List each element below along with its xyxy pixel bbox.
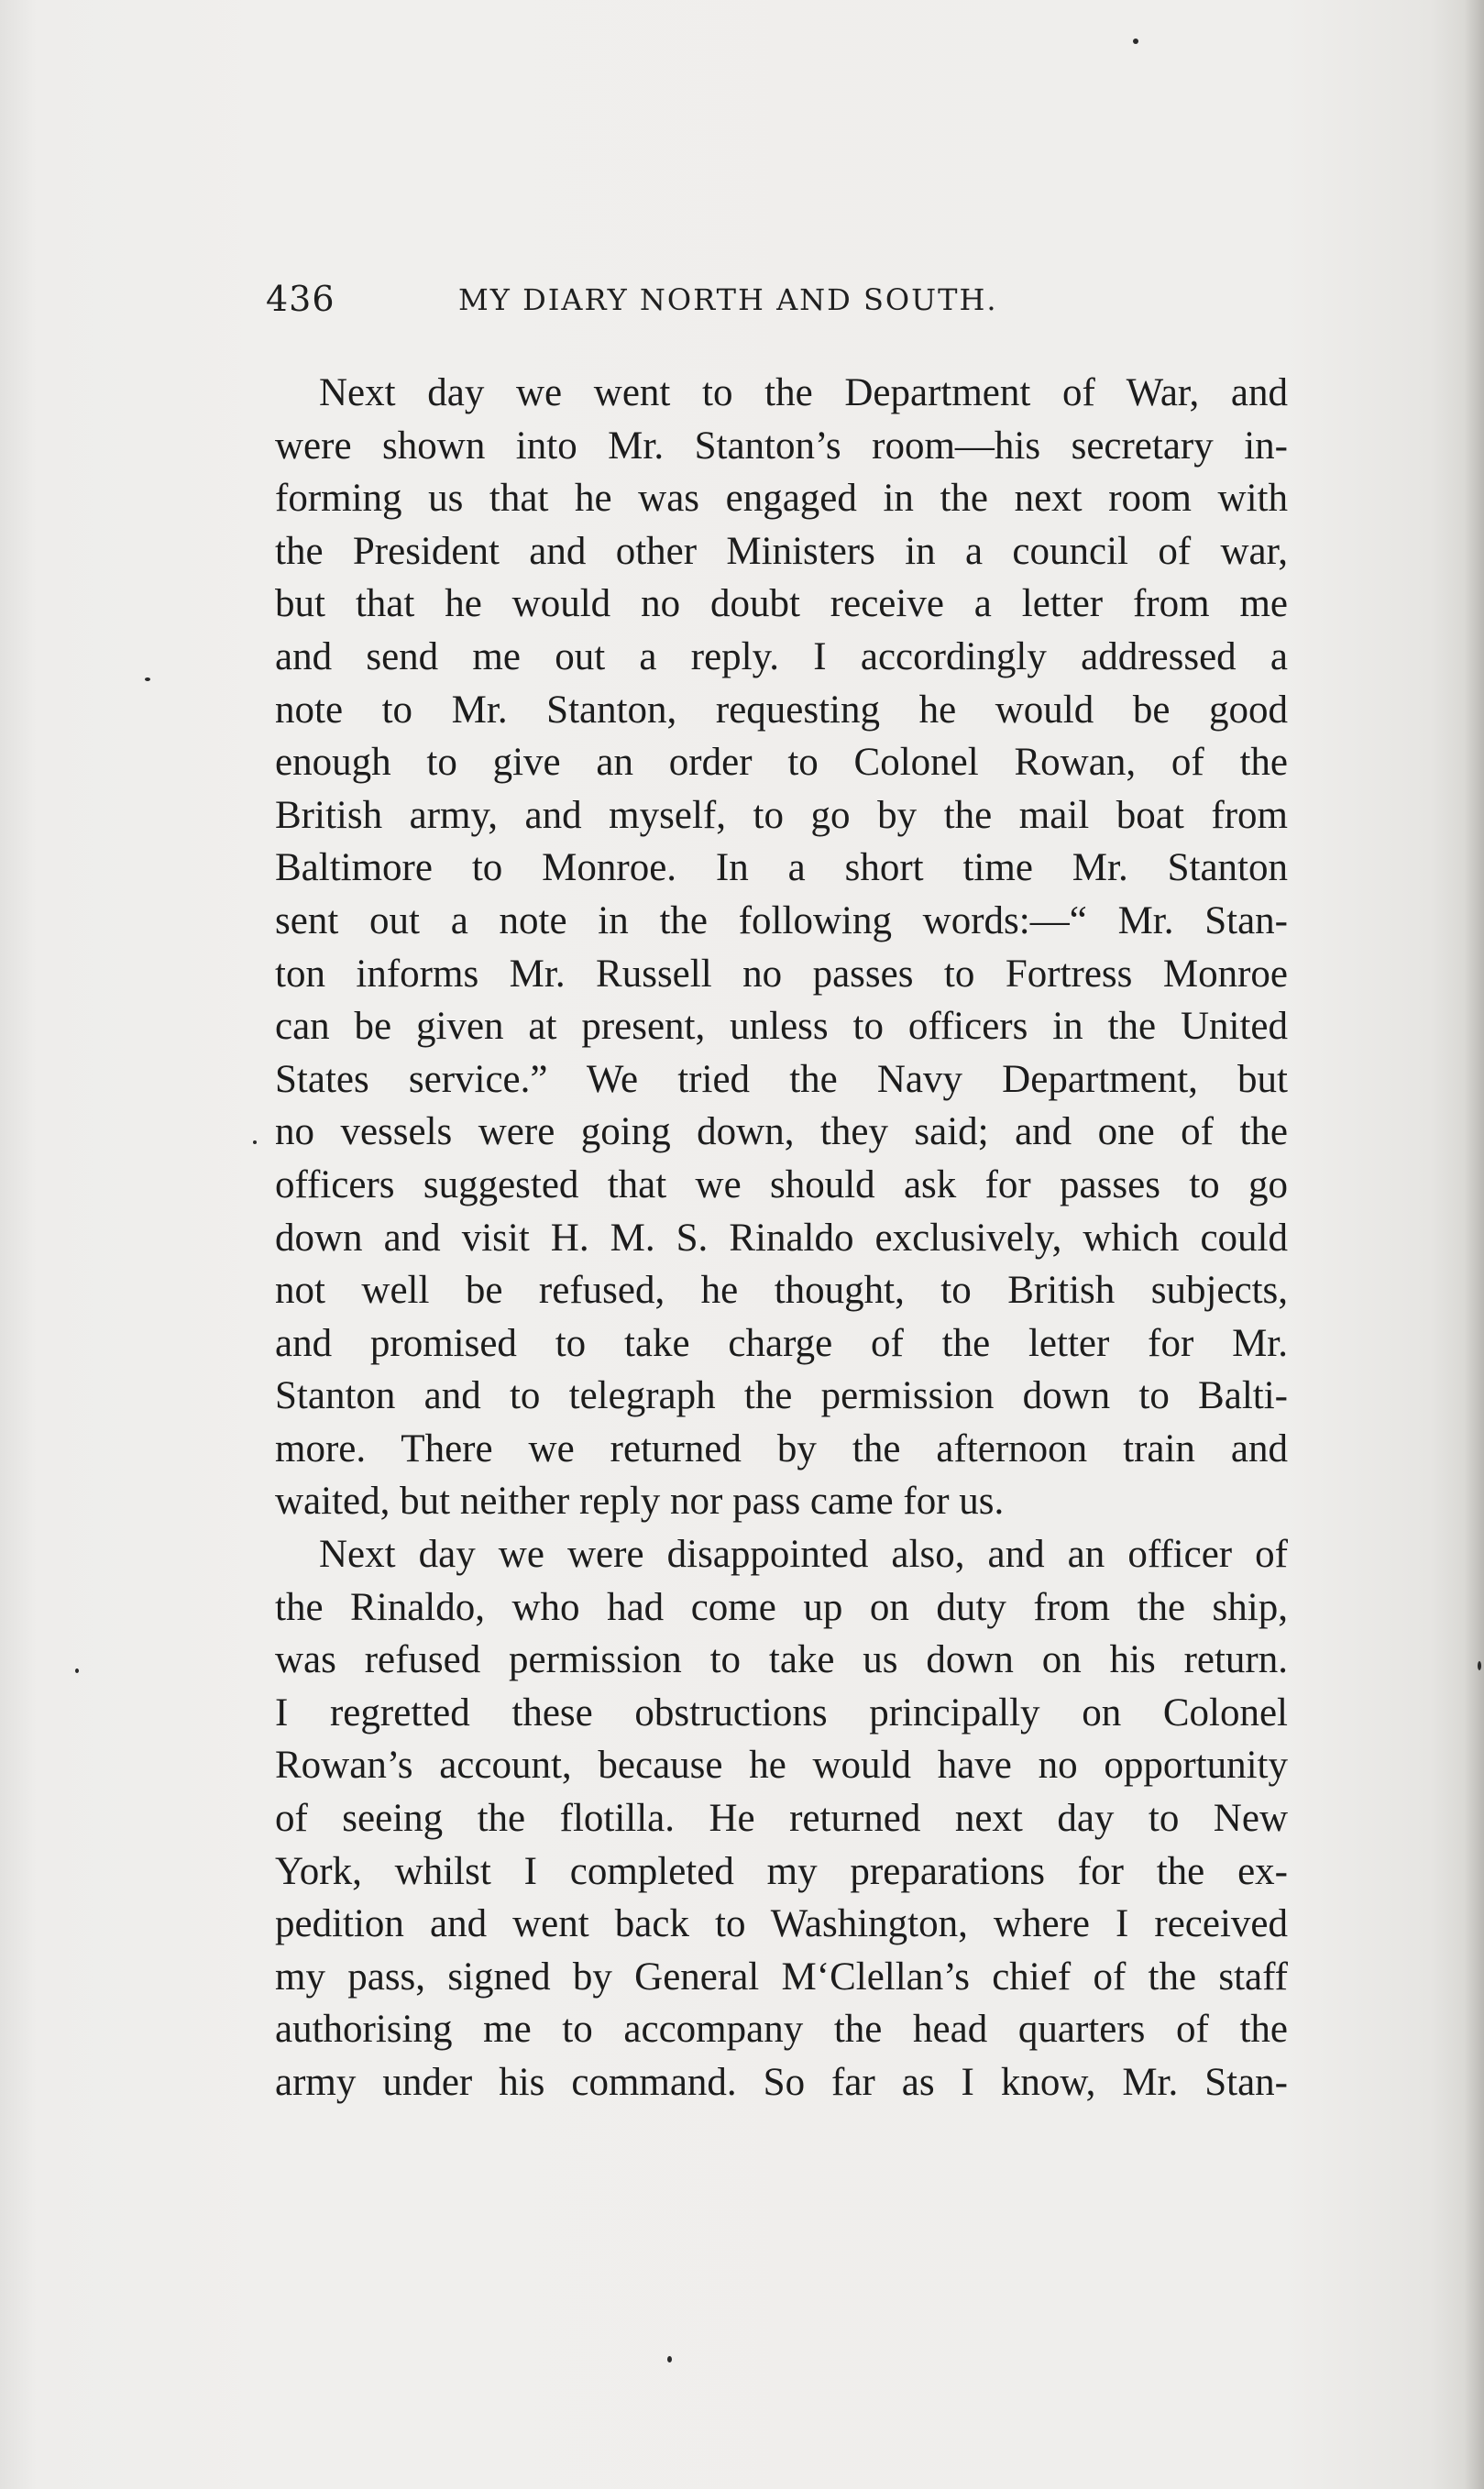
- text-line: of seeing the flotilla. He returned next day to New: [275, 1797, 1288, 1841]
- paper-speck: [145, 677, 150, 681]
- text-line: down and visit H. M. S. Rinaldo exclusively, which could: [275, 1216, 1288, 1260]
- text-line: pedition and went back to Washington, where I received: [275, 1902, 1288, 1946]
- text-line: sent out a note in the following words:—“ Mr. Stan-: [275, 898, 1288, 942]
- text-line: I regretted these obstructions principally on Colonel: [275, 1691, 1288, 1735]
- text-line: Baltimore to Monroe. In a short time Mr. Stanton: [275, 846, 1288, 890]
- text-line: waited, but neither reply nor pass came for us.: [275, 1480, 1005, 1524]
- text-line: was refused permission to take us down on his return.: [275, 1638, 1288, 1682]
- text-line: and send me out a reply. I accordingly addressed a: [275, 634, 1288, 678]
- text-line: States service.” We tried the Navy Department, but: [275, 1057, 1288, 1101]
- body-text: [275, 367, 1288, 2109]
- text-line: the Rinaldo, who had come up on duty from the ship,: [275, 1585, 1288, 1629]
- text-line: enough to give an order to Colonel Rowan, of the: [275, 741, 1288, 785]
- text-line: not well be refused, he thought, to British subjects,: [275, 1269, 1288, 1313]
- text-line: were shown into Mr. Stanton’s room—his secretary in-: [275, 424, 1288, 468]
- text-line: no vessels were going down, they said; and one of the: [275, 1110, 1288, 1154]
- text-line: can be given at present, unless to officers in the United: [275, 1005, 1288, 1049]
- text-line: Next day we were disappointed also, and an officer of: [319, 1533, 1288, 1577]
- paper-speck: [1133, 39, 1138, 44]
- text-line: ton informs Mr. Russell no passes to Fortress Monroe: [275, 952, 1288, 996]
- paper-speck: [253, 1140, 257, 1144]
- text-line: Stanton and to telegraph the permission down to Balti-: [275, 1374, 1288, 1418]
- paper-speck: [667, 2356, 672, 2362]
- paper-speck: [1478, 1661, 1481, 1670]
- page-header: [266, 279, 1302, 325]
- running-head: MY DIARY NORTH AND SOUTH.: [458, 282, 998, 317]
- text-line: note to Mr. Stanton, requesting he would be good: [275, 688, 1288, 732]
- paper-speck: [75, 1669, 79, 1673]
- text-line: the President and other Ministers in a council of war,: [275, 529, 1288, 573]
- text-line: officers suggested that we should ask for passes to go: [275, 1162, 1288, 1206]
- text-line: Rowan’s account, because he would have no opportunity: [275, 1744, 1288, 1788]
- text-line: York, whilst I completed my preparations for the ex-: [275, 1849, 1288, 1893]
- text-line: authorising me to accompany the head quarters of the: [275, 2008, 1288, 2052]
- text-line: army under his command. So far as I know, Mr. Stan-: [275, 2061, 1288, 2104]
- text-line: and promised to take charge of the letter for Mr.: [275, 1321, 1288, 1365]
- paragraph: [275, 1528, 1288, 2109]
- text-line: my pass, signed by General M‘Clellan’s chief of the staff: [275, 1955, 1288, 1999]
- text-line: Next day we went to the Department of War, and: [319, 371, 1288, 414]
- page-edge-shadow: [1464, 0, 1484, 2489]
- page-number: 436: [266, 279, 335, 319]
- paragraph: [275, 367, 1288, 1528]
- text-line: British army, and myself, to go by the mail boat from: [275, 793, 1288, 837]
- text-line: but that he would no doubt receive a letter from me: [275, 582, 1288, 626]
- text-line: forming us that he was engaged in the next room with: [275, 477, 1288, 521]
- text-line: more. There we returned by the afternoon train and: [275, 1426, 1288, 1470]
